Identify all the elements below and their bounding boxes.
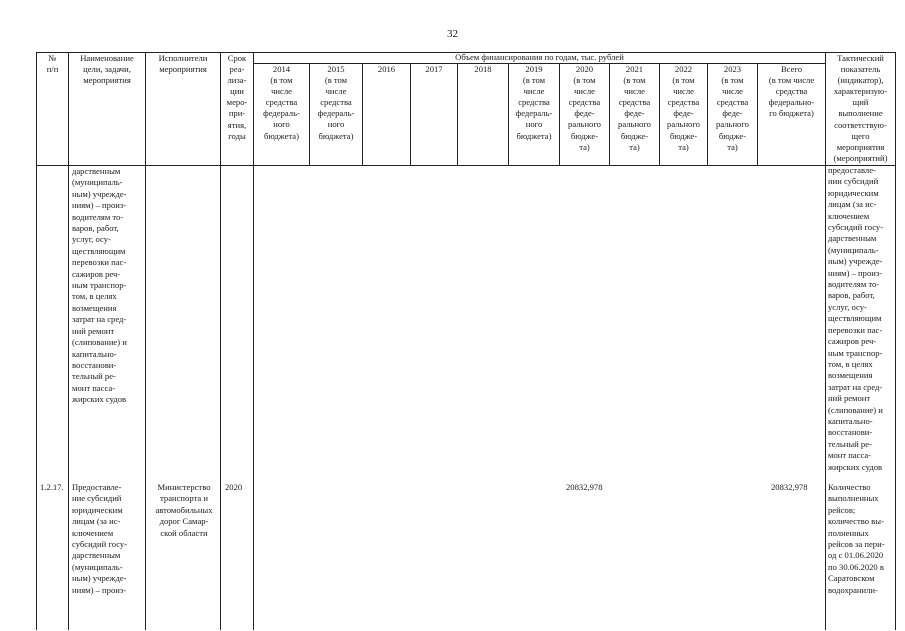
header-year-2017: 2017 [425, 64, 443, 74]
table-right-border [895, 52, 896, 630]
col-divider-name [68, 52, 69, 630]
header-year-2023: 2023 (в том числе средства феде- рального бюдже- та) [716, 64, 749, 152]
header-year-2020: 2020 (в том числе средства феде- рального бюдже- та) [568, 64, 601, 152]
header-name: Наименование цели, задачи, мероприятия [80, 53, 134, 86]
financing-table [36, 52, 896, 630]
row-indicator-text: Количество выполненных рейсов; количество вы- полненных рейсов за пери- од с 01.06.2020 по 30.06.2020 в Саратовском водохранили- [828, 482, 885, 595]
row-period: 2020 [225, 482, 243, 492]
page-number: 32 [447, 28, 458, 40]
continued-name-text: дарственным (муниципаль- ным) учрежде- ниям) – произ- водителям то- варов, работ, услуг, осу- ществляющим перевозки пас- сажиров реч- ным транспор- том, в целях возмещения затрат на сред- ний ремонт (слипование) и капитально- восстанови- тельный ре- монт пасса- жирских судов [72, 166, 127, 405]
header-year-2021: 2021 (в том числе средства феде- рального бюдже- та) [618, 64, 651, 152]
header-executors: Исполнители мероприятия [158, 53, 208, 75]
row-value-2020: 20832,978 [566, 482, 603, 492]
row-name-text: Предоставле- ние субсидий юридическим лицам (за ис- ключением субсидий госу- дарственным (муниципаль- ным) учрежде- ниям) – произ- [72, 482, 128, 595]
header-year-2014: 2014 (в том числе средства федераль- ного бюджета) [263, 64, 300, 141]
col-divider-2017 [410, 63, 411, 165]
header-year-2016: 2016 [377, 64, 396, 74]
header-period: Срок реа- лиза- ции меро- при- ятия, годы [226, 53, 248, 141]
header-financing-group: Объем финансирования по годам, тыс. рублей [455, 52, 624, 62]
row-num: 1.2.17. [40, 482, 64, 492]
header-indicator: Тактический показатель (индикатор), характеризую- щий выполнение соответствую- щего мероприятия (мероприятий) [833, 53, 888, 163]
header-bottom-border [36, 165, 896, 166]
col-divider-2018 [457, 63, 458, 165]
header-year-2019: 2019 (в том числе средства федераль- ного бюджета) [515, 64, 553, 141]
header-total: Всего (в том числе средства федерально- го бюджета) [768, 64, 815, 119]
col-divider-executors [145, 52, 146, 630]
row-executor: Министерство транспорта и автомобильных дорог Самар- ской области [155, 482, 213, 538]
header-year-2022: 2022 (в том числе средства феде- рального бюдже- та) [667, 64, 700, 152]
header-num: № п/п [46, 53, 59, 75]
row-total: 20832,978 [771, 482, 808, 492]
col-divider-2016 [362, 63, 363, 165]
continued-indicator-text: предоставле- нии субсидий юридическим лицам (за ис- ключением субсидий госу- дарственным (муниципаль- ным) учрежде- ниям) – произ- водителям то- варов, работ, услуг, осу- ществляющим перевозки пас- сажиров реч- ным транспор- том, в целях возмещения затрат на сред- ний ремонт (слипование) и капитально- восстанови- тельный ре- монт пасса- жирских судов [828, 165, 884, 472]
table-left-border [36, 52, 37, 630]
header-year-2018: 2018 [474, 64, 492, 74]
header-year-2015: 2015 (в том числе средства федераль- ного бюджета) [317, 64, 355, 141]
